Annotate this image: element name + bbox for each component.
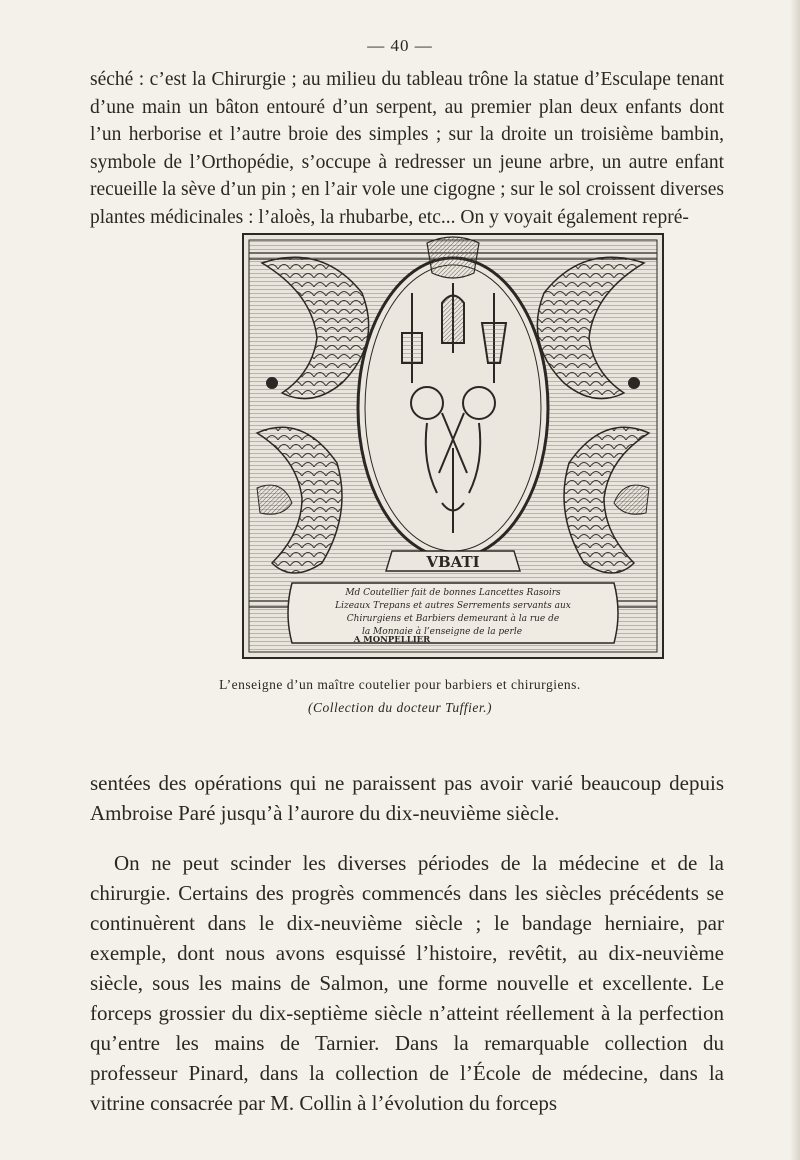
paragraph-2: sentées des opérations qui ne paraissent pas avoir varié beaucoup depuis Ambroise Paré jusqu’à l’aurore du dix-neuvième siècle.	[90, 771, 724, 825]
figure-credit: (Collection du docteur Tuffier.)	[308, 700, 492, 715]
engraved-sign-illustration	[242, 233, 664, 659]
figure-caption: L’enseigne d’un maître coutelier pour barbiers et chirurgiens.	[219, 677, 581, 692]
paragraph-1: séché : c’est la Chirurgie ; au milieu du tableau trône la statue d’Esculape tenant d’une main un bâton entouré d’un serpent, au premier plan deux enfants dont l’un herborise et l’autre broie des simples ; sur la droite un troisième bambin, symbole de l’Orthopédie, s’occupe à redresser un jeune arbre, un autre enfant recueille la sève d’un pin ; en l’air vole une cigogne ; sur le sol croissent diverses plantes médicinales : l’aloès, la rhubarbe, etc... On y voyait également repré-	[90, 69, 724, 228]
plaque-line-1: Md Coutellier fait de bonnes Lancettes Rasoirs	[345, 588, 561, 598]
year-banner	[386, 551, 520, 571]
city-banner: A MONPELLIER	[353, 635, 431, 645]
page-edge-shadow	[790, 0, 800, 1160]
year-label: VBATI	[426, 553, 480, 571]
plaque-line-3: Chirurgiens et Barbiers demeurant à la rue de	[346, 614, 560, 624]
plaque-line-4: la Monnaie à l’enseigne de la perle	[361, 627, 523, 637]
engraving-figure	[242, 233, 664, 659]
page-number: — 40 —	[367, 36, 433, 55]
paragraph-3: On ne peut scinder les diverses périodes de la médecine et de la chirurgie. Certains des progrès commencés dans les siècles précédents se continuèrent dans le dix-neuvième siècle ; le bandage herniaire, par exemple, dont nous avons esquissé l’histoire, revêtit, au dix-neuvième siècle, sous les mains de Salmon, une forme nouvelle et excellente. Le forceps grossier du dix-septième siècle n’atteint réellement à la perfection qu’entre les mains de Tarnier. Dans la remarquable collection du professeur Pinard, dans la collection de l’École de médecine, dans la vitrine consacrée par M. Collin à l’évolution du forceps	[90, 851, 724, 1115]
plaque-line-2: Lizeaux Trepans et autres Serrements servants aux	[335, 601, 571, 611]
inscription-plaque	[288, 583, 618, 645]
